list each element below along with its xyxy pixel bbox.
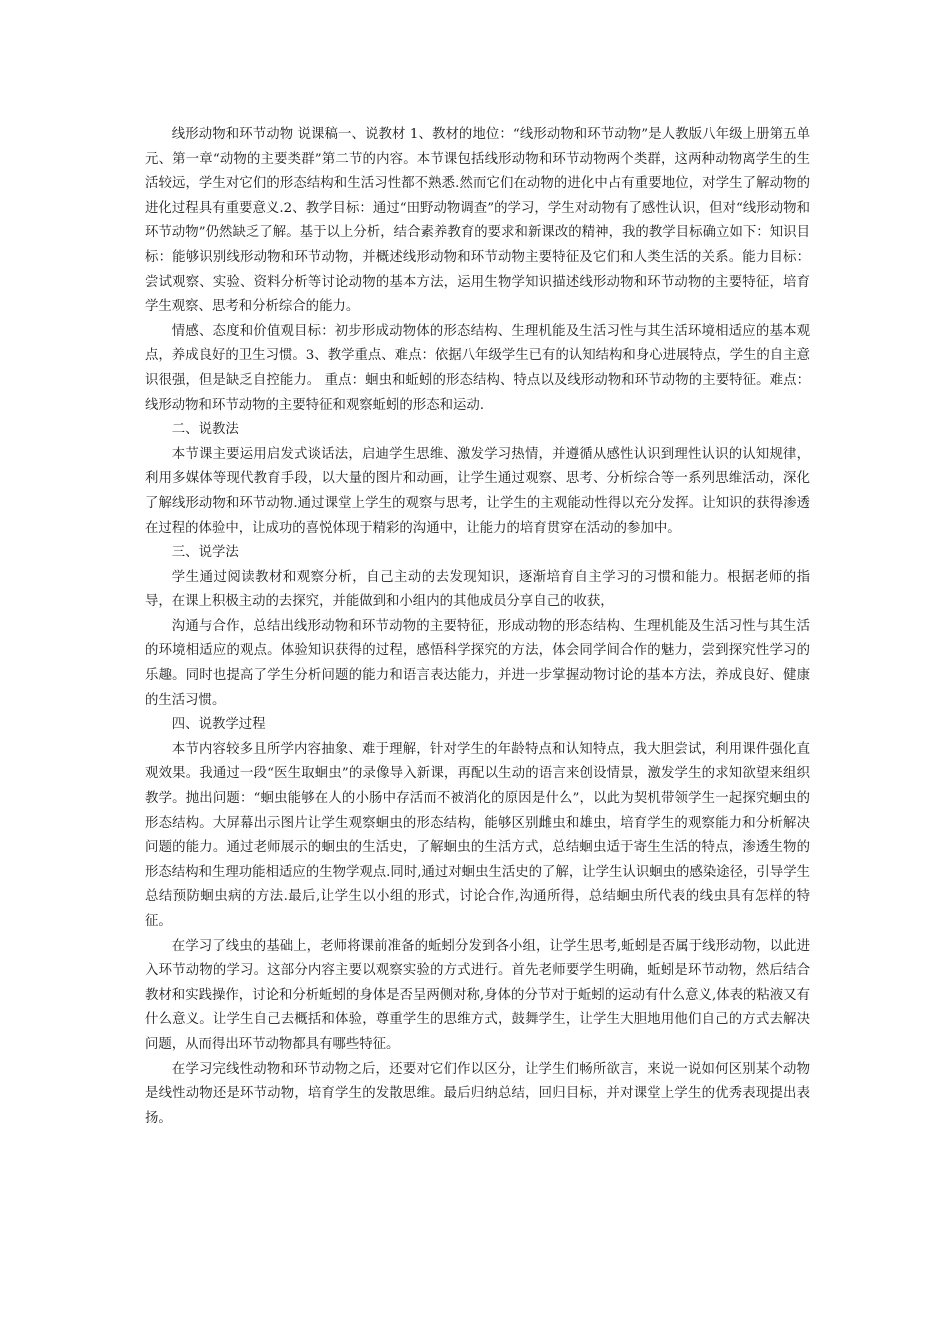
section-heading-teaching-method: 二、说教法 [171, 422, 239, 438]
paragraph-5: 沟通与合作，总结出线形动物和环节动物的主要特征，形成动物的形态结构、生理机能及生活习性与其生活的环境相适应的观点。体验知识获得的过程，感悟科学探究的方法，体会同学间合作的魅力，尝到探究性学习的乐趣。同时也提高了学生分析问题的能力和语言表达能力，并进一步掌握动物讨论的基本方法，养成良好、健康的生活习惯。 [145, 618, 810, 708]
paragraph-6: 本节内容较多且所学内容抽象、难于理解，针对学生的年龄特点和认知特点，我大胆尝试，利用课件强化直观效果。我通过一段“医生取蛔虫”的录像导入新课，再配以生动的语言来创设情景，激发学生的求知欲望来组织教学。抛出问题：“蛔虫能够在人的小肠中存活而不被消化的原因是什么”，以此为契机带领学生一起探究蛔虫的形态结构。大屏幕出示图片让学生观察蛔虫的形态结构，能够区别雌虫和雄虫，培育学生的观察能力和分析解决问题的能力。通过老师展示的蛔虫的生活史，了解蛔虫的生活方式，总结蛔虫适于寄生生活的特点，渗透生物的形态结构和生理功能相适应的生物学观点.同时,通过对蛔虫生活史的了解，让学生认识蛔虫的感染途径，引导学生总结预防蛔虫病的方法.最后,让学生以小组的形式，讨论合作,沟通所得，总结蛔虫所代表的线虫具有怎样的特征。 [145, 741, 810, 929]
paragraph-3: 本节课主要运用启发式谈话法，启迪学生思维、激发学习热情，并遵循从感性认识到理性认识的认知规律，利用多媒体等现代教育手段，以大量的图片和动画，让学生通过观察、思考、分析综合等一系列思维活动，深化了解线形动物和环节动物.通过课堂上学生的观察与思考，让学生的主观能动性得以充分发挥。让知识的获得渗透在过程的体验中，让成功的喜悦体现于精彩的沟通中，让能力的培育贯穿在活动的参加中。 [145, 446, 810, 536]
document-page [145, 123, 810, 1131]
section-heading-learning-method: 三、说学法 [171, 545, 239, 561]
paragraph-4: 学生通过阅读教材和观察分析，自己主动的去发现知识，逐渐培育自主学习的习惯和能力。根据老师的指导，在课上积极主动的去探究，并能做到和小组内的其他成员分享自己的收获， [145, 569, 810, 610]
paragraph-8: 在学习完线性动物和环节动物之后，还要对它们作以区分，让学生们畅所欲言，来说一说如何区别某个动物是线性动物还是环节动物，培育学生的发散思维。最后归纳总结，回归目标，并对课堂上学生的优秀表现提出表扬。 [145, 1061, 810, 1126]
paragraph-1: 线形动物和环节动物 说课稿一、说教材 1、教材的地位：“线形动物和环节动物”是人教版八年级上册第五单元、第一章“动物的主要类群”第二节的内容。本节课包括线形动物和环节动物两个类群，这两种动物离学生的生活较远，学生对它们的形态结构和生活习性都不熟悉.然而它们在动物的进化中占有重要地位，对学生了解动物的进化过程具有重要意义.2、教学目标：通过“田野动物调查”的学习，学生对动物有了感性认识，但对“线形动物和环节动物”仍然缺乏了解。基于以上分析，结合素养教育的要求和新课改的精神，我的教学目标确立如下：知识目标：能够识别线形动物和环节动物，并概述线形动物和环节动物主要特征及它们和人类生活的关系。能力目标：尝试观察、实验、资料分析等讨论动物的基本方法，运用生物学知识描述线形动物和环节动物的主要特征，培育学生观察、思考和分析综合的能力。 [145, 127, 810, 315]
paragraph-2: 情感、态度和价值观目标：初步形成动物体的形态结构、生理机能及生活习性与其生活环境相适应的基本观点，养成良好的卫生习惯。3、教学重点、难点：依据八年级学生已有的认知结构和身心进展特点，学生的自主意识很强，但是缺乏自控能力。 重点：蛔虫和蚯蚓的形态结构、特点以及线形动物和环节动物的主要特征。难点：线形动物和环节动物的主要特征和观察蚯蚓的形态和运动. [145, 323, 810, 413]
section-heading-teaching-process: 四、说教学过程 [171, 717, 266, 733]
paragraph-7: 在学习了线虫的基础上，老师将课前准备的蚯蚓分发到各小组，让学生思考,蚯蚓是否属于线形动物，以此进入环节动物的学习。这部分内容主要以观察实验的方式进行。首先老师要学生明确，蚯蚓是环节动物，然后结合教材和实践操作，讨论和分析蚯蚓的身体是否呈两侧对称,身体的分节对于蚯蚓的运动有什么意义,体表的粘液又有什么意义。让学生自己去概括和体验，尊重学生的思维方式，鼓舞学生，让学生大胆地用他们自己的方式去解决问题，从而得出环节动物都具有哪些特征。 [145, 938, 810, 1052]
